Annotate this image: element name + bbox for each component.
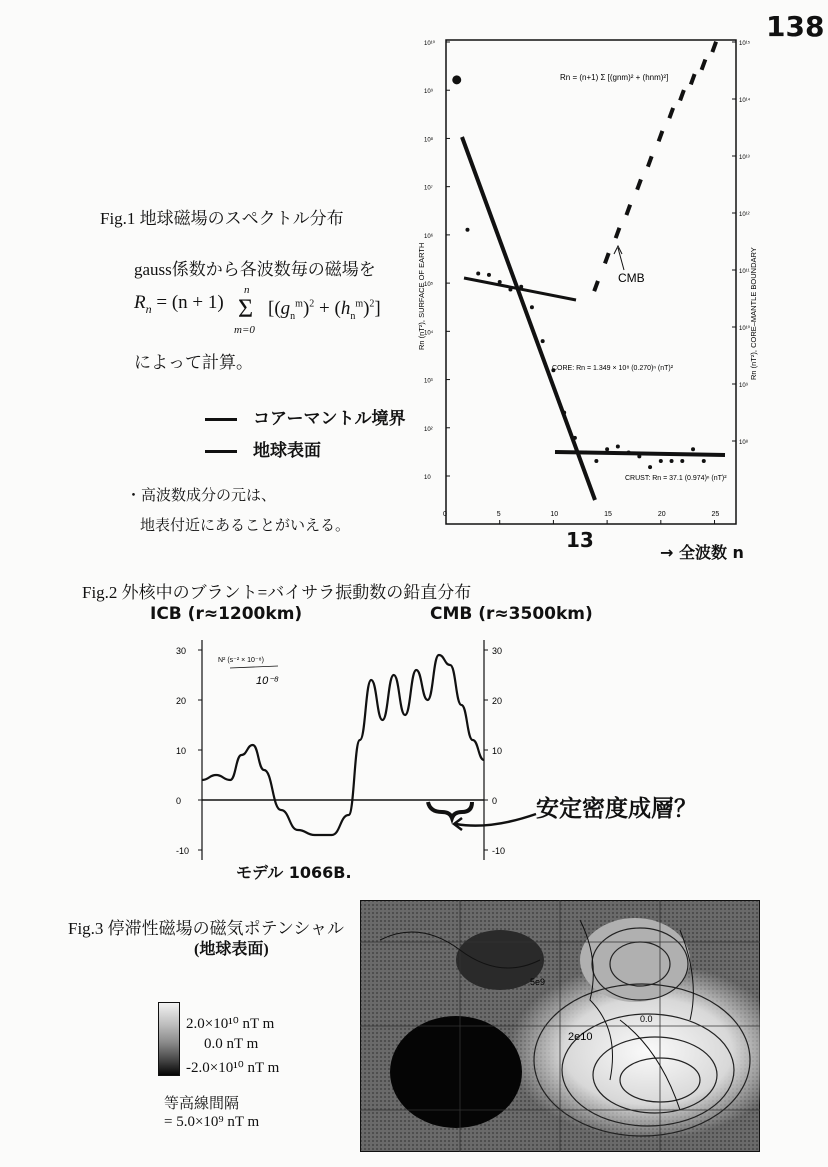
right-tick-label: 10 [492, 746, 503, 756]
surface-point [594, 459, 598, 463]
scale-top: 2.0×10¹⁰ nT m [186, 1016, 275, 1032]
marker-13: 13 [566, 528, 594, 552]
x-tick-label: 10 [550, 511, 559, 518]
right-tick-label: -10 [492, 846, 506, 856]
annotation-arrow-icon [450, 808, 540, 838]
x-tick-label: 20 [657, 511, 666, 518]
page-number: 138 [766, 10, 825, 43]
colorbar [158, 1002, 180, 1076]
right-tick-label: 10¹² [739, 212, 750, 218]
formula-eq: = (n + 1) [156, 292, 224, 313]
fig1-desc-line2: によって計算。 [134, 353, 253, 372]
right-tick-label: 0 [492, 796, 498, 806]
crust-fit-label: CRUST: Rn = 37.1 (0.974)ⁿ (nT)² [625, 475, 727, 482]
unit-hand: 10⁻⁸ [256, 675, 279, 687]
fig3-title-line2: (地球表面) [194, 941, 269, 958]
right-tick-label: 10¹³ [739, 155, 750, 161]
cmb-point [678, 89, 686, 101]
left-tick-label: 10² [424, 426, 433, 433]
left-tick-label: -10 [176, 846, 190, 856]
cmb-point [700, 59, 708, 71]
sum-sigma-icon: Σ [238, 294, 254, 323]
left-tick-label: 10 [176, 746, 187, 756]
surface-point [659, 459, 663, 463]
surface-point [476, 271, 480, 275]
scale-mid: 0.0 nT m [204, 1036, 259, 1052]
cmb-point [657, 130, 665, 142]
left-tick-label: 10⁸ [424, 137, 434, 144]
cmb-label: CMB [618, 271, 645, 285]
legend-surface: 地球表面 [205, 436, 321, 461]
surface-point [452, 75, 461, 84]
fig1-title: Fig.1 地球磁場のスペクトル分布 [100, 209, 344, 228]
left-tick-label: 20 [176, 696, 187, 706]
surface-point [605, 447, 609, 451]
right-tick-label: 20 [492, 696, 503, 706]
fig2-brunt-chart [160, 630, 520, 880]
right-tick-label: 10¹⁴ [739, 98, 751, 104]
interval-line1: 等高線間隔 [164, 1096, 240, 1112]
left-tick-label: 10⁷ [424, 185, 433, 192]
x-tick-label: 25 [711, 511, 720, 518]
left-tick-label: 0 [176, 796, 182, 806]
potential-map [360, 900, 760, 1152]
contour-label-b: 0.0 [640, 1014, 653, 1024]
brunt-curve [202, 655, 484, 835]
surface-point [670, 459, 674, 463]
cmb-point [625, 204, 633, 216]
cmb-point [667, 107, 675, 119]
cmb-point [646, 156, 654, 168]
fig1-desc-line1: gauss係数から各波数毎の磁場を [134, 260, 376, 279]
cmb-arrow-icon [614, 246, 624, 270]
surface-point [691, 447, 695, 451]
unit-label: N² (s⁻² × 10⁻⁸) [218, 657, 264, 664]
sum-top: n [244, 284, 250, 296]
low-anomaly [390, 1016, 522, 1128]
surface-point [465, 228, 469, 232]
cmb-point [635, 179, 643, 191]
core-fit-label: CORE: Rn = 1.349 × 10⁸ (0.270)ⁿ (nT)² [552, 365, 674, 372]
right-tick-label: 10¹⁰ [739, 326, 751, 332]
left-tick-label: 10 [424, 475, 431, 481]
cmb-label-fig2: CMB (r≈3500km) [430, 604, 593, 624]
icb-label: ICB (r≈1200km) [150, 604, 303, 624]
cmb-point [603, 252, 611, 264]
legend-surface-line [205, 450, 237, 453]
fig1-note-line1: ・高波数成分の元は、 [126, 486, 277, 504]
cmb-point [710, 41, 718, 53]
surface-point [530, 305, 534, 309]
cmb-point [592, 280, 600, 292]
surface-point [648, 465, 652, 469]
left-axis-label: Rn (nT²), SURFACE OF EARTH [417, 242, 426, 350]
legend-core: コアーマントル境界 [205, 404, 406, 429]
left-tick-label: 10¹⁰ [424, 41, 436, 47]
surface-point [702, 459, 706, 463]
surface-point [541, 339, 545, 343]
right-tick-label: 10⁹ [739, 383, 749, 389]
right-tick-label: 10¹¹ [739, 269, 750, 275]
right-tick-label: 10⁸ [739, 440, 749, 446]
chart-formula: Rn = (n+1) Σ [(gnm)² + (hnm)²] [560, 73, 669, 82]
interval-line2: = 5.0×10⁹ nT m [164, 1114, 260, 1130]
map-label-2e10: 2e10 [568, 1031, 593, 1043]
x-tick-label: 0 [443, 511, 447, 518]
left-tick-label: 10³ [424, 378, 433, 385]
formula-terms: $[(g_n^m)^2 + (h_n^m)^2]$ [268, 298, 381, 322]
fig1-formula [134, 284, 424, 342]
left-tick-label: 10⁴ [424, 330, 434, 337]
right-axis-label: Rn (nT²), CORE–MANTLE BOUNDARY [749, 247, 758, 380]
x-tick-label: 15 [604, 511, 612, 518]
fig2-title: Fig.2 外核中のブラント=バイサラ振動数の鉛直分布 [82, 583, 472, 602]
left-tick-label: 10⁹ [424, 89, 434, 96]
formula-lhs-sub: n [145, 301, 152, 316]
crust-fit-line [555, 452, 725, 455]
core-fit-line [462, 137, 595, 500]
surface-point [616, 444, 620, 448]
model-label: モデル 1066B. [236, 863, 352, 882]
fig1-spectrum-chart [410, 30, 766, 570]
left-tick-label: 10⁵ [424, 282, 434, 289]
cmb-point [689, 73, 697, 85]
fig1-note-line2: 地表付近にあることがいえる。 [140, 516, 351, 534]
scale-bottom: -2.0×10¹⁰ nT m [186, 1060, 280, 1076]
formula-lhs: R [134, 292, 146, 313]
x-tick-label: 5 [496, 511, 501, 518]
sum-bottom: m=0 [234, 324, 255, 336]
fig3-title-line1: Fig.3 停滞性磁場の磁気ポテンシャル [68, 919, 345, 938]
right-tick-label: 10¹⁵ [739, 41, 751, 47]
cmb-point [614, 227, 622, 239]
stable-layer-annotation: 安定密度成層？ [536, 796, 697, 822]
left-tick-label: 30 [176, 646, 187, 656]
surface-point [680, 459, 684, 463]
xaxis-note: → 全波数 n [660, 543, 744, 562]
surface-point [487, 273, 491, 277]
contour-label-a: 5e9 [530, 977, 546, 987]
legend-core-line [205, 418, 237, 421]
right-tick-label: 30 [492, 646, 503, 656]
left-tick-label: 10⁶ [424, 233, 434, 240]
